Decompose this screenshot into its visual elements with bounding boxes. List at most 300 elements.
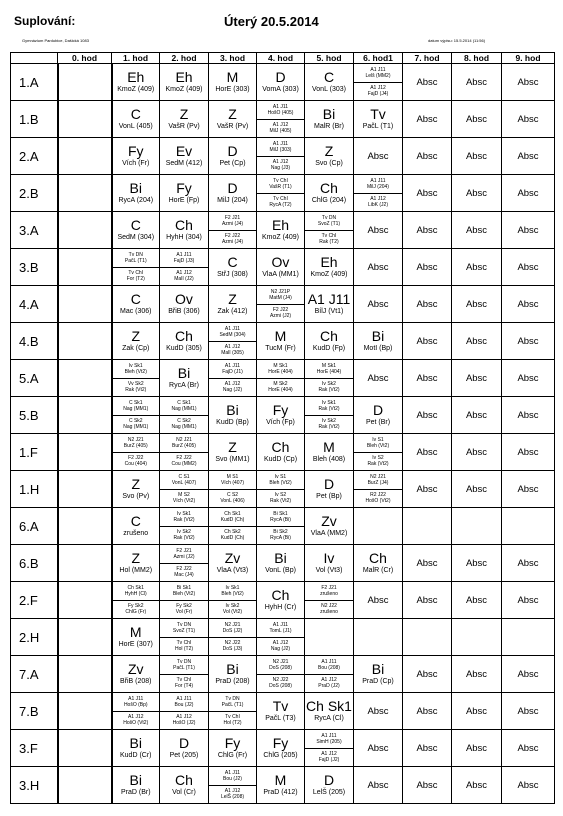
lesson-cell bbox=[209, 619, 257, 656]
group-subject: A1 J12 bbox=[224, 381, 241, 388]
lesson-cell bbox=[452, 619, 502, 656]
absence-label: Absc bbox=[416, 187, 438, 199]
split-lesson bbox=[209, 360, 256, 396]
absence-label: Absc bbox=[416, 446, 438, 458]
group-teacher-room: Cou (404) bbox=[124, 461, 147, 468]
table-row bbox=[11, 323, 555, 360]
group-lesson bbox=[113, 600, 160, 619]
group-subject: Iv Sk1 bbox=[177, 510, 191, 517]
lesson-cell bbox=[58, 249, 112, 286]
lesson-cell bbox=[403, 508, 452, 545]
group-teacher-room: Nag (J3) bbox=[270, 165, 291, 172]
group-subject: A1 J11 bbox=[224, 769, 241, 776]
group-lesson bbox=[160, 637, 208, 656]
group-teacher-room: For (T2) bbox=[126, 276, 145, 283]
group-lesson bbox=[113, 434, 160, 452]
column-header-hour-3: 3. hod bbox=[209, 53, 257, 64]
subject-code: Bi bbox=[371, 328, 385, 344]
split-lesson bbox=[160, 693, 208, 729]
group-teacher-room: MalI (305) bbox=[221, 350, 244, 357]
split-lesson bbox=[257, 360, 304, 396]
group-subject: Iv S2 bbox=[274, 492, 287, 499]
lesson-cell bbox=[305, 656, 354, 693]
group-teacher-room: Bou (208) bbox=[318, 664, 340, 671]
subject-code: Ch bbox=[271, 587, 290, 603]
group-subject: Iv S1 bbox=[274, 473, 287, 480]
absence-label: Absc bbox=[367, 298, 389, 310]
teacher-room: VlaA (MM2) bbox=[310, 530, 348, 537]
table-row bbox=[11, 582, 555, 619]
lesson-cell bbox=[403, 249, 452, 286]
group-subject: Tv DN bbox=[176, 621, 192, 628]
group-lesson bbox=[305, 378, 353, 397]
group-teacher-room: HošO (405) bbox=[267, 109, 294, 116]
class-label: 2.H bbox=[11, 619, 58, 656]
group-subject: Iv Sk2 bbox=[177, 529, 191, 536]
group-subject: N2 J22 bbox=[272, 677, 289, 684]
subject-code: Bi bbox=[226, 661, 239, 677]
group-teacher-room: Bou (J2) bbox=[174, 701, 194, 708]
lesson-cell bbox=[58, 323, 112, 360]
subject-code: D bbox=[323, 476, 335, 492]
group-subject: F2 J22 bbox=[272, 307, 289, 314]
group-teacher-room: HošO (Vt2) bbox=[365, 498, 391, 505]
lesson-cell bbox=[305, 508, 354, 545]
group-lesson bbox=[160, 711, 208, 730]
subject-code: Ov bbox=[271, 254, 290, 270]
lesson-cell bbox=[305, 323, 354, 360]
absence-label: Absc bbox=[517, 705, 539, 717]
group-subject: F2 J21 bbox=[176, 547, 192, 554]
lesson-cell bbox=[403, 693, 452, 730]
lesson-cell bbox=[160, 286, 209, 323]
column-header-hour-5: 5. hod bbox=[305, 53, 354, 64]
group-subject: Tv ChI bbox=[176, 640, 192, 647]
group-teacher-room: VonL (407) bbox=[171, 479, 197, 486]
lesson-cell bbox=[112, 545, 160, 582]
absence-label: Absc bbox=[367, 150, 389, 162]
teacher-room: HorE (Fp) bbox=[168, 197, 200, 204]
group-subject: A1 J11 bbox=[128, 695, 144, 702]
teacher-room: ChlG (205) bbox=[263, 752, 298, 759]
lesson-cell bbox=[58, 434, 112, 471]
group-lesson bbox=[257, 489, 304, 508]
lesson-cell bbox=[112, 138, 160, 175]
class-label: 3.B bbox=[11, 249, 58, 286]
class-label: 4.A bbox=[11, 286, 58, 323]
export-timestamp: datum výpisu: 15.5.2014 (11:56) bbox=[428, 38, 486, 43]
table-row bbox=[11, 619, 555, 656]
lesson-cell bbox=[209, 64, 257, 101]
table-row bbox=[11, 101, 555, 138]
teacher-room: SedM (304) bbox=[117, 234, 155, 241]
lesson-cell bbox=[160, 767, 209, 804]
group-subject: Iv Sk2 bbox=[322, 381, 336, 388]
absence-label: Absc bbox=[416, 668, 438, 680]
group-teacher-room: MilJ (204) bbox=[367, 183, 389, 190]
subject-code: Z bbox=[228, 291, 237, 307]
lesson-cell bbox=[502, 286, 555, 323]
lesson-cell bbox=[354, 508, 403, 545]
lesson-cell bbox=[209, 693, 257, 730]
group-teacher-room: Cou (MM2) bbox=[171, 461, 197, 468]
teacher-room: KudD (305) bbox=[166, 345, 202, 352]
teacher-room: KmoZ (409) bbox=[310, 271, 348, 278]
absence-label: Absc bbox=[465, 557, 488, 569]
lesson-cell bbox=[403, 360, 452, 397]
subject-code: Eh bbox=[271, 217, 290, 233]
subject-code: Fy bbox=[224, 735, 241, 751]
lesson-cell bbox=[112, 101, 160, 138]
column-header-hour-2: 2. hod bbox=[160, 53, 209, 64]
split-lesson bbox=[209, 471, 256, 507]
group-teacher-room: HyhH (Cl) bbox=[124, 590, 147, 597]
absence-label: Absc bbox=[465, 779, 488, 791]
subject-code: Zv bbox=[224, 550, 241, 566]
lesson-cell bbox=[403, 582, 452, 619]
group-teacher-room: Vích (407) bbox=[220, 479, 245, 486]
group-teacher-room: Azmi (J4) bbox=[221, 239, 244, 246]
absence-label: Absc bbox=[416, 76, 438, 88]
group-subject: Tv ChI bbox=[128, 270, 144, 277]
group-teacher-room: Azmi (J4) bbox=[221, 220, 244, 227]
lesson-cell bbox=[305, 138, 354, 175]
group-teacher-room: ChlG (Fr) bbox=[125, 609, 147, 616]
group-lesson bbox=[160, 656, 208, 674]
group-teacher-room: Bleh (Vt2) bbox=[124, 368, 147, 375]
teacher-room: Svo (MM1) bbox=[215, 456, 250, 463]
group-subject: Tv DN bbox=[176, 658, 192, 665]
split-lesson bbox=[257, 619, 304, 655]
group-subject: A1 J12 bbox=[272, 640, 289, 647]
split-lesson bbox=[257, 656, 304, 692]
subject-code: Z bbox=[131, 328, 141, 344]
group-teacher-room: Bou (J2) bbox=[223, 775, 242, 782]
split-lesson bbox=[209, 582, 256, 618]
group-subject: Tv ChI bbox=[225, 714, 240, 721]
group-lesson bbox=[354, 471, 402, 489]
lesson-cell bbox=[160, 656, 209, 693]
table-row bbox=[11, 545, 555, 582]
absence-label: Absc bbox=[517, 150, 539, 162]
group-teacher-room: HošO (Bp) bbox=[123, 701, 148, 708]
absence-label: Absc bbox=[367, 372, 389, 384]
teacher-room: Svo (Cp) bbox=[315, 160, 343, 167]
lesson-cell bbox=[403, 656, 452, 693]
subject-code: C bbox=[227, 254, 238, 270]
group-teacher-room: Nag (MM1) bbox=[123, 405, 149, 412]
table-row bbox=[11, 286, 555, 323]
lesson-cell bbox=[502, 656, 555, 693]
class-label: 6.B bbox=[11, 545, 58, 582]
header-row bbox=[11, 53, 555, 64]
group-lesson bbox=[354, 434, 402, 452]
teacher-room: Pet (Bp) bbox=[316, 493, 342, 500]
table-row bbox=[11, 508, 555, 545]
group-teacher-room: Nag (MM1) bbox=[123, 424, 149, 431]
lesson-cell bbox=[209, 286, 257, 323]
teacher-room: BřiB (208) bbox=[119, 678, 152, 685]
teacher-room: Vol (Cr) bbox=[172, 789, 196, 796]
absence-label: Absc bbox=[367, 705, 389, 717]
teacher-room: KmoZ (409) bbox=[165, 86, 203, 93]
teacher-room: KmoZ (409) bbox=[262, 234, 299, 241]
group-lesson bbox=[354, 82, 402, 101]
group-subject: N2 J21 bbox=[176, 436, 192, 443]
lesson-cell bbox=[209, 212, 257, 249]
teacher-room: Bleh (408) bbox=[312, 456, 346, 463]
lesson-cell bbox=[354, 360, 403, 397]
group-teacher-room: LelŠ (208) bbox=[220, 794, 245, 801]
lesson-cell bbox=[257, 249, 305, 286]
lesson-cell bbox=[305, 434, 354, 471]
split-lesson bbox=[209, 323, 256, 359]
lesson-cell bbox=[502, 582, 555, 619]
class-label: 1.A bbox=[11, 64, 58, 101]
lesson-cell bbox=[305, 212, 354, 249]
class-label: 3.A bbox=[11, 212, 58, 249]
absence-label: Absc bbox=[416, 557, 438, 569]
lesson-cell bbox=[502, 249, 555, 286]
absence-label: Absc bbox=[465, 372, 488, 384]
lesson-cell bbox=[58, 64, 112, 101]
lesson-cell bbox=[58, 138, 112, 175]
teacher-room: Pet (Cp) bbox=[219, 160, 246, 167]
group-lesson bbox=[160, 674, 208, 693]
group-subject: Vv Sk2 bbox=[127, 381, 144, 388]
class-label: 4.B bbox=[11, 323, 58, 360]
group-subject: A1 J12 bbox=[127, 714, 144, 721]
absence-label: Absc bbox=[517, 409, 539, 421]
lesson-cell bbox=[403, 212, 452, 249]
group-teacher-room: KudD (Ch) bbox=[220, 535, 245, 542]
lesson-cell bbox=[403, 101, 452, 138]
group-subject: C Sk2 bbox=[128, 418, 143, 425]
split-lesson bbox=[354, 175, 402, 211]
teacher-room: Pet (Br) bbox=[365, 419, 391, 426]
absence-label: Absc bbox=[465, 187, 488, 199]
group-subject: A1 J12 bbox=[370, 196, 386, 203]
group-teacher-room: zrušeno bbox=[320, 590, 338, 597]
lesson-cell bbox=[257, 101, 305, 138]
lesson-cell bbox=[452, 138, 502, 175]
teacher-room: PačL (T3) bbox=[265, 715, 296, 722]
lesson-cell bbox=[354, 619, 403, 656]
lesson-cell bbox=[502, 101, 555, 138]
class-label: 3.H bbox=[11, 767, 58, 804]
group-lesson bbox=[160, 415, 208, 434]
teacher-room: PraD (Br) bbox=[120, 789, 151, 796]
group-subject: Tv ChI bbox=[273, 177, 288, 184]
subject-code: Bi bbox=[129, 772, 142, 788]
class-label: 5.B bbox=[11, 397, 58, 434]
split-lesson bbox=[113, 434, 160, 470]
group-lesson bbox=[209, 637, 256, 656]
lesson-cell bbox=[354, 212, 403, 249]
lesson-cell bbox=[257, 730, 305, 767]
lesson-cell bbox=[160, 508, 209, 545]
split-lesson bbox=[113, 360, 160, 396]
absence-label: Absc bbox=[517, 372, 539, 384]
split-lesson bbox=[209, 212, 256, 248]
teacher-room: Zak (Cp) bbox=[122, 345, 150, 352]
group-subject: Bi Sk2 bbox=[273, 529, 288, 536]
split-lesson bbox=[305, 212, 353, 248]
group-lesson bbox=[354, 175, 402, 193]
group-teacher-room: FajD (J2) bbox=[318, 757, 340, 764]
column-header-hour-7: 7. hod bbox=[403, 53, 452, 64]
group-teacher-room: PačL (T1) bbox=[173, 664, 195, 671]
lesson-cell bbox=[58, 582, 112, 619]
group-subject: M Sk1 bbox=[321, 362, 337, 369]
group-teacher-room: Vol (Fr) bbox=[175, 609, 193, 616]
group-teacher-room: Nag (MM1) bbox=[171, 405, 197, 412]
absence-label: Absc bbox=[465, 705, 488, 717]
split-lesson bbox=[113, 249, 160, 285]
subject-code: Eh bbox=[127, 69, 145, 85]
table-row bbox=[11, 64, 555, 101]
lesson-cell bbox=[452, 508, 502, 545]
group-teacher-room: TomL (J1) bbox=[269, 627, 292, 634]
lesson-cell bbox=[58, 212, 112, 249]
group-teacher-room: SedM (304) bbox=[219, 331, 246, 338]
group-lesson bbox=[160, 489, 208, 508]
lesson-cell bbox=[305, 730, 354, 767]
split-lesson bbox=[113, 397, 160, 433]
teacher-room: PraD (Cp) bbox=[362, 678, 394, 685]
group-subject: A1 J12 bbox=[370, 85, 386, 92]
lesson-cell bbox=[257, 693, 305, 730]
group-subject: M Sk2 bbox=[273, 381, 288, 388]
subject-code: Ch bbox=[175, 772, 193, 788]
lesson-cell bbox=[160, 471, 209, 508]
subject-code: Ch bbox=[369, 550, 387, 566]
lesson-cell bbox=[112, 656, 160, 693]
lesson-cell bbox=[354, 249, 403, 286]
group-teacher-room: Azmi (J2) bbox=[173, 553, 195, 560]
lesson-cell bbox=[403, 138, 452, 175]
teacher-room: MilJ (204) bbox=[217, 197, 248, 204]
subject-code: Bi bbox=[322, 106, 336, 122]
split-lesson bbox=[160, 545, 208, 581]
lesson-cell bbox=[502, 619, 555, 656]
teacher-room: MotI (Bp) bbox=[363, 345, 393, 352]
subject-code: Fy bbox=[272, 402, 289, 418]
group-teacher-room: Bleh (Vt2) bbox=[221, 590, 244, 597]
table-row bbox=[11, 249, 555, 286]
group-lesson bbox=[257, 619, 304, 637]
lesson-cell bbox=[112, 249, 160, 286]
group-teacher-room: MalI (J2) bbox=[174, 276, 194, 283]
group-lesson bbox=[160, 249, 208, 267]
subject-code: Z bbox=[228, 106, 237, 122]
group-teacher-room: Lelš (MM2) bbox=[365, 72, 391, 79]
group-lesson bbox=[113, 267, 160, 286]
group-teacher-room: Rak (Vt2) bbox=[367, 461, 389, 468]
subject-code: M bbox=[323, 439, 335, 455]
lesson-cell bbox=[354, 138, 403, 175]
lesson-cell bbox=[257, 64, 305, 101]
group-lesson bbox=[113, 693, 160, 711]
group-lesson bbox=[305, 674, 353, 693]
subject-code: C bbox=[323, 69, 335, 85]
lesson-cell bbox=[354, 175, 403, 212]
group-lesson bbox=[354, 64, 402, 82]
group-teacher-room: MatM (J4) bbox=[269, 294, 292, 301]
group-subject: A1 J12 bbox=[321, 751, 337, 758]
group-teacher-room: RycA (Bi) bbox=[270, 516, 291, 523]
split-lesson bbox=[354, 434, 402, 470]
lesson-cell bbox=[160, 175, 209, 212]
subject-code: C bbox=[130, 513, 141, 529]
lesson-cell bbox=[58, 730, 112, 767]
group-subject: M S1 bbox=[226, 473, 239, 480]
lesson-cell bbox=[403, 175, 452, 212]
group-lesson bbox=[209, 378, 256, 397]
subject-code: Fy bbox=[176, 180, 192, 196]
table-row bbox=[11, 434, 555, 471]
subject-code: Bi bbox=[129, 180, 142, 196]
absence-label: Absc bbox=[416, 483, 438, 495]
split-lesson bbox=[305, 656, 353, 692]
group-teacher-room: HošO (J2) bbox=[172, 720, 196, 727]
subject-code: D bbox=[372, 402, 384, 418]
subject-code: Ch bbox=[175, 217, 193, 233]
group-lesson bbox=[209, 360, 256, 378]
lesson-cell bbox=[160, 323, 209, 360]
table-row bbox=[11, 138, 555, 175]
group-lesson bbox=[209, 471, 256, 489]
group-teacher-room: Rak (Vt2) bbox=[318, 424, 340, 431]
group-lesson bbox=[354, 452, 402, 471]
lesson-cell bbox=[403, 730, 452, 767]
group-teacher-room: HorE (404) bbox=[316, 368, 342, 375]
lesson-cell bbox=[58, 767, 112, 804]
lesson-cell bbox=[160, 249, 209, 286]
lesson-cell bbox=[502, 397, 555, 434]
absence-label: Absc bbox=[416, 261, 438, 273]
group-subject: Bi Sk1 bbox=[176, 584, 192, 591]
subject-code: M bbox=[274, 772, 287, 788]
group-teacher-room: MilJ (303) bbox=[269, 146, 292, 153]
lesson-cell bbox=[209, 360, 257, 397]
absence-label: Absc bbox=[517, 446, 539, 458]
teacher-room: VlaA (MM1) bbox=[262, 271, 299, 278]
group-lesson bbox=[209, 600, 256, 619]
lesson-cell bbox=[160, 64, 209, 101]
lesson-cell bbox=[354, 582, 403, 619]
group-subject: F2 J21 bbox=[321, 584, 337, 591]
group-lesson bbox=[354, 193, 402, 212]
group-lesson bbox=[209, 785, 256, 804]
group-subject: Tv ChI bbox=[273, 196, 288, 203]
lesson-cell bbox=[112, 397, 160, 434]
lesson-cell bbox=[209, 656, 257, 693]
class-label: 3.F bbox=[11, 730, 58, 767]
group-subject: Tv DN bbox=[225, 695, 240, 702]
lesson-cell bbox=[112, 286, 160, 323]
group-teacher-room: Azmi (J2) bbox=[269, 313, 292, 320]
group-lesson bbox=[160, 452, 208, 471]
group-lesson bbox=[305, 397, 353, 415]
group-teacher-room: RycA (Bi) bbox=[270, 535, 291, 542]
absence-label: Absc bbox=[465, 224, 488, 236]
lesson-cell bbox=[403, 619, 452, 656]
lesson-cell bbox=[403, 286, 452, 323]
subject-code: Bi bbox=[226, 402, 239, 418]
group-lesson bbox=[305, 600, 353, 619]
teacher-room: MalR (Br) bbox=[314, 123, 344, 130]
